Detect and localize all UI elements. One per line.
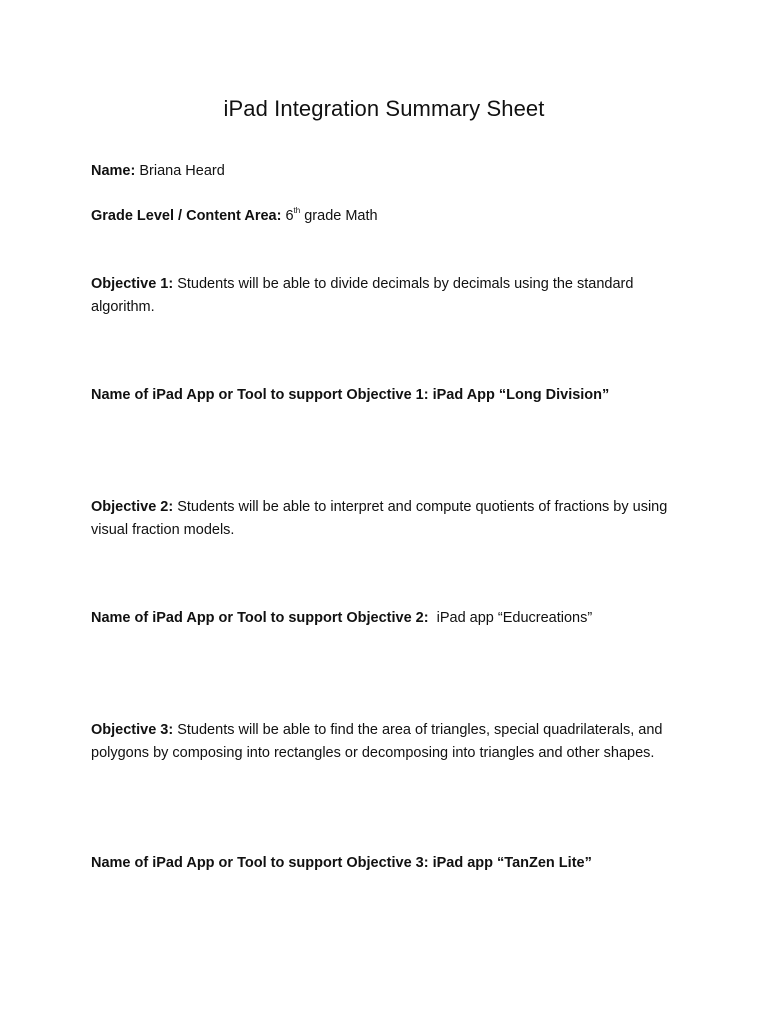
objective-2-label: Objective 2: [91,499,174,515]
name-value: Briana Heard [135,163,225,179]
name-label: Name: [91,163,136,179]
tool-2-label: Name of iPad App or Tool to support Objective 2: [91,610,429,626]
tool-1-label: Name of iPad App or Tool to support Objective 1: [91,387,429,403]
page-title: iPad Integration Summary Sheet [223,96,545,121]
grade-number: 6 [281,208,294,224]
tool-3 [91,852,671,875]
objective-1-text: Students will be able to divide decimals by decimals using the standard algorithm. [91,276,634,315]
tool-2 [91,607,671,630]
objective-3 [91,719,671,764]
tool-2-value: iPad app “Educreations” [428,610,593,626]
objective-2 [91,496,671,541]
grade-rest: grade Math [300,208,378,224]
tool-1-value: iPad App “Long Division” [428,387,610,403]
objective-2-text: Students will be able to interpret and compute quotients of fractions by using visual fraction models. [91,499,668,538]
grade-field [91,205,671,228]
objective-1 [91,273,671,318]
name-field [91,160,671,183]
grade-label: Grade Level / Content Area: [91,208,282,224]
objective-1-label: Objective 1: [91,276,174,292]
objective-3-text: Students will be able to find the area of triangles, special quadrilaterals, and polygons by composing into rectangles or decomposing into triangles and other shapes. [91,722,663,761]
objective-3-label: Objective 3: [91,722,174,738]
tool-3-label: Name of iPad App or Tool to support Objective 3: [91,855,429,871]
tool-1 [91,384,671,407]
grade-ordinal: th [293,206,301,215]
tool-3-value: iPad app “TanZen Lite” [428,855,592,871]
